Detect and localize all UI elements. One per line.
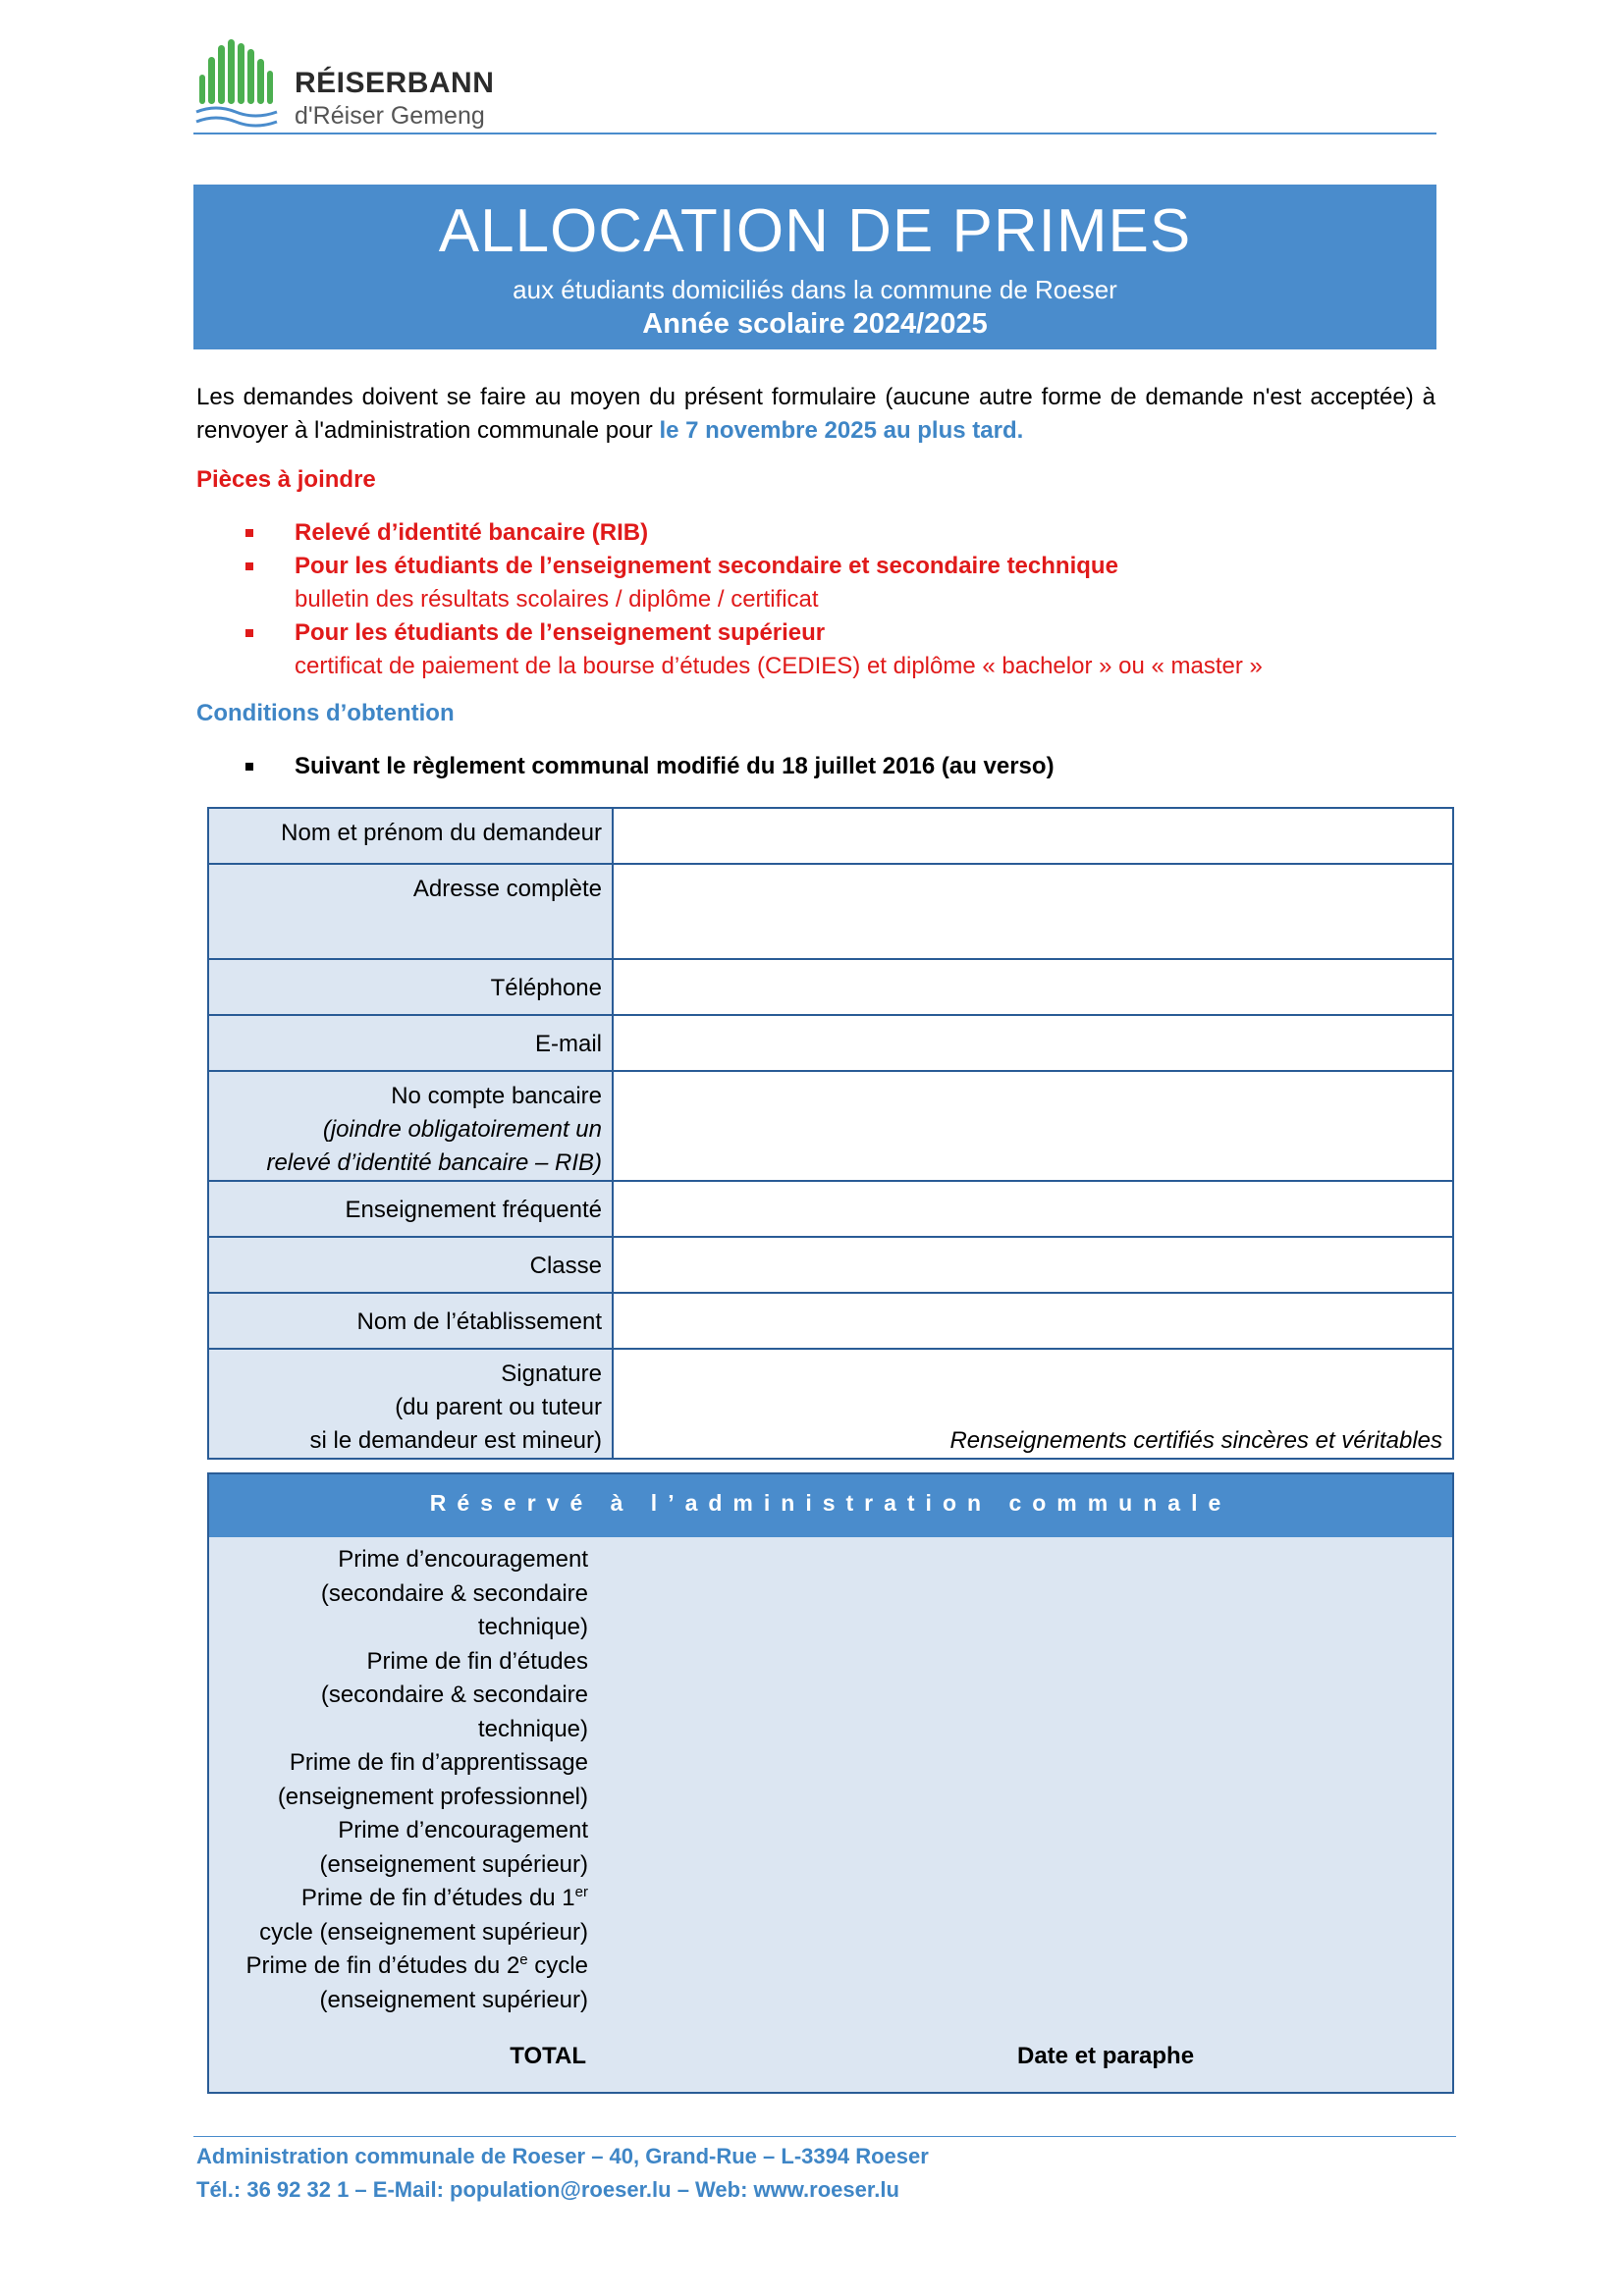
- condition-text: Suivant le règlement communal modifié du 18 juillet 2016 (au verso): [295, 753, 1055, 779]
- title-banner: [193, 185, 1436, 349]
- prime-label: (enseignement supérieur): [319, 1850, 588, 1878]
- bullet-icon: [245, 629, 253, 637]
- page-title: ALLOCATION DE PRIMES: [438, 197, 1192, 265]
- signature-field[interactable]: [613, 1349, 1453, 1459]
- email-field[interactable]: [613, 1015, 1453, 1071]
- prime-item: [209, 1543, 588, 1645]
- page-subtitle: aux étudiants domiciliés dans la commune de Roeser: [513, 275, 1117, 304]
- form-row-school: [208, 1293, 1453, 1349]
- school-label: Nom de l’établissement: [208, 1293, 613, 1349]
- signature-note: (du parent ou tuteur: [395, 1394, 602, 1420]
- bank-account-field[interactable]: [613, 1071, 1453, 1181]
- email-label: E-mail: [208, 1015, 613, 1071]
- prime-label: (enseignement professionnel): [277, 1783, 588, 1810]
- address-field[interactable]: [613, 864, 1453, 959]
- prime-item: [209, 1645, 588, 1747]
- form-row-phone: [208, 959, 1453, 1015]
- pieces-heading: Pièces à joindre: [196, 466, 376, 493]
- prime-label: Prime d’encouragement: [338, 1546, 588, 1573]
- education-field[interactable]: [613, 1181, 1453, 1237]
- date-paraphe-label: Date et paraphe: [1017, 2043, 1195, 2069]
- prime-label-text: Prime de fin d’études du 1: [300, 1885, 575, 1911]
- piece-detail: bulletin des résultats scolaires / diplôme / certificat: [295, 586, 819, 613]
- address-label: Adresse complète: [208, 864, 613, 959]
- prime-label: Prime de fin d’apprentissage: [289, 1749, 588, 1776]
- piece-title: Pour les étudiants de l’enseignement secondaire et secondaire technique: [295, 553, 1118, 579]
- name-field[interactable]: [613, 808, 1453, 864]
- prime-label: [209, 1949, 588, 1984]
- applicant-form: [207, 807, 1454, 1460]
- total-label: TOTAL: [510, 2043, 586, 2069]
- school-field[interactable]: [613, 1293, 1453, 1349]
- bullet-icon: [245, 562, 253, 570]
- ordinal-sup: er: [574, 1884, 588, 1900]
- form-row-signature: [208, 1349, 1453, 1459]
- prime-item: [209, 1746, 588, 1814]
- prime-item: [209, 1882, 588, 1949]
- phone-label: Téléphone: [208, 959, 613, 1015]
- intro-text: Les demandes doivent se faire au moyen du présent formulaire (aucune autre forme de demande n'est acceptée) à renvoyer à l'administration communale pour: [196, 384, 1435, 444]
- signature-note: si le demandeur est mineur): [309, 1427, 602, 1454]
- bank-note: (joindre obligatoirement un: [322, 1116, 602, 1143]
- bank-label: No compte bancaire: [391, 1083, 602, 1109]
- form-row-bank: [208, 1071, 1453, 1181]
- prime-label: [209, 1882, 588, 1916]
- piece-title: Relevé d’identité bancaire (RIB): [295, 519, 649, 546]
- prime-label: technique): [477, 1614, 588, 1640]
- intro-paragraph: [196, 381, 1435, 448]
- piece-title: Pour les étudiants de l’enseignement supérieur: [295, 619, 826, 646]
- education-label: Enseignement fréquenté: [208, 1181, 613, 1237]
- footer-contact: Tél.: 36 92 32 1 – E-Mail: population@roeser.lu – Web: www.roeser.lu: [196, 2177, 899, 2202]
- admin-reserved-box: [207, 1472, 1454, 2094]
- prime-label: Prime de fin d’études: [366, 1647, 588, 1675]
- prime-label-text: Prime de fin d’études du 2: [245, 1952, 520, 1979]
- class-label: Classe: [208, 1237, 613, 1293]
- footer-divider: [193, 2136, 1456, 2137]
- prime-label-text: cycle: [527, 1952, 588, 1979]
- form-row-email: [208, 1015, 1453, 1071]
- admin-heading: Réservé à l’administration communale: [209, 1474, 1452, 1537]
- phone-field[interactable]: [613, 959, 1453, 1015]
- bullet-icon: [245, 529, 253, 537]
- form-row-name: [208, 808, 1453, 864]
- piece-detail: certificat de paiement de la bourse d’études (CEDIES) et diplôme « bachelor » ou « master »: [295, 653, 1263, 679]
- prime-label: (secondaire & secondaire: [320, 1579, 588, 1607]
- signature-label-cell: [208, 1349, 613, 1459]
- certification-text: Renseignements certifiés sincères et véritables: [949, 1427, 1442, 1454]
- logo-title: RÉISERBANN: [295, 67, 495, 99]
- footer-address: Administration communale de Roeser – 40, Grand-Rue – L-3394 Roeser: [196, 2144, 929, 2168]
- prime-label: (secondaire & secondaire: [320, 1682, 588, 1708]
- prime-item: [209, 1949, 588, 2017]
- logo-subtitle: d'Réiser Gemeng: [295, 102, 485, 130]
- prime-label: (enseignement supérieur): [319, 1986, 588, 2013]
- prime-item: [209, 1814, 588, 1882]
- prime-label: Prime d’encouragement: [338, 1817, 588, 1843]
- signature-label: Signature: [501, 1361, 602, 1387]
- prime-label: cycle (enseignement supérieur): [259, 1918, 588, 1946]
- conditions-heading: Conditions d’obtention: [196, 700, 455, 726]
- deadline: le 7 novembre 2025 au plus tard.: [659, 417, 1024, 444]
- school-year: Année scolaire 2024/2025: [642, 308, 988, 340]
- name-label: Nom et prénom du demandeur: [208, 808, 613, 864]
- bullet-icon: [245, 763, 253, 771]
- admin-prime-list: [209, 1543, 588, 2017]
- form-row-class: [208, 1237, 1453, 1293]
- bank-label-cell: [208, 1071, 613, 1181]
- form-row-address: [208, 864, 1453, 959]
- bank-note: relevé d’identité bancaire – RIB): [266, 1149, 602, 1176]
- form-row-education: [208, 1181, 1453, 1237]
- prime-label: technique): [477, 1715, 588, 1742]
- ordinal-sup: e: [519, 1951, 528, 1968]
- class-field[interactable]: [613, 1237, 1453, 1293]
- header-divider: [193, 133, 1436, 134]
